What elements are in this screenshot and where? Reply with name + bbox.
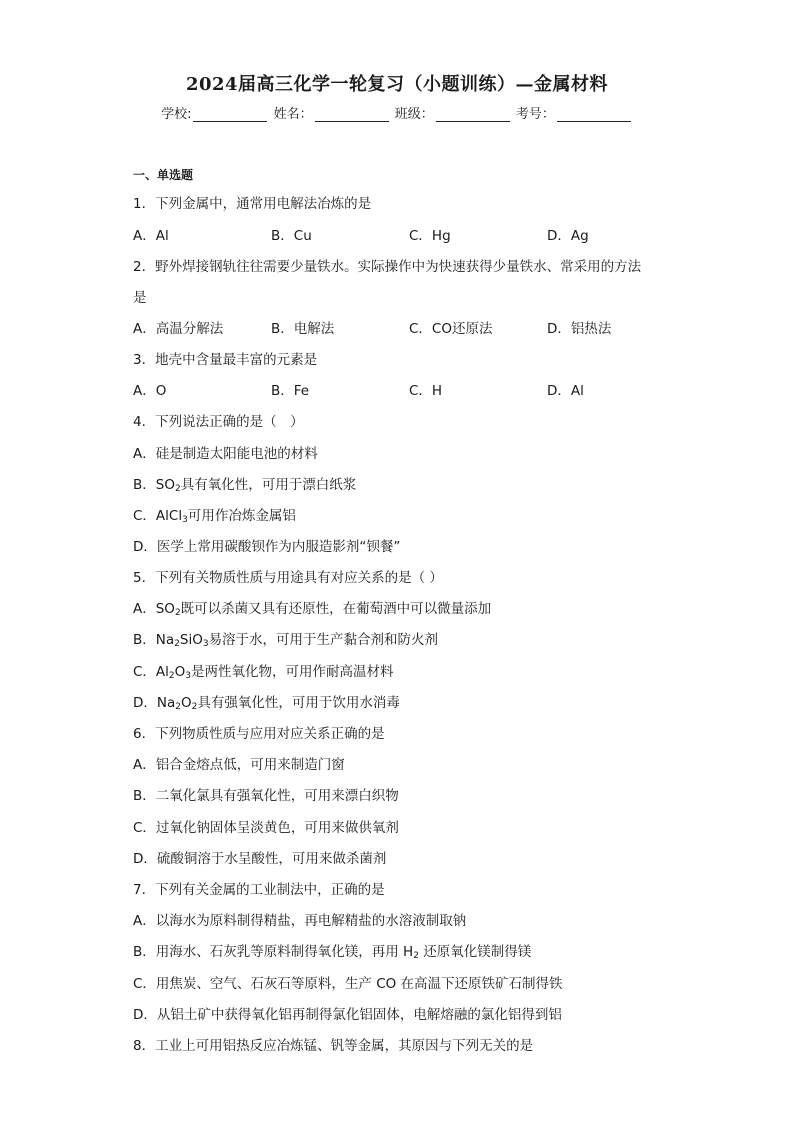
q5-option-a-prefix: A．SO xyxy=(133,601,175,617)
student-info-line xyxy=(0,103,794,122)
school-label: 学校: xyxy=(161,107,192,122)
q4-option-b-prefix: B．SO xyxy=(133,477,175,493)
q4-option-b-text: 具有氧化性，可用于漂白纸浆 xyxy=(180,477,357,493)
q4-option-a[interactable]: A．硅是制造太阳能电池的材料 xyxy=(133,446,318,462)
q1-stem: 1．下列金属中，通常用电解法冶炼的是 xyxy=(133,196,372,212)
q5-option-d-subscript1: 2 xyxy=(175,702,182,712)
q6-option-c[interactable]: C．过氧化钠固体呈淡黄色，可用来做供氧剂 xyxy=(133,820,399,836)
q5-option-b-mid: SiO xyxy=(179,632,203,648)
q7-option-b[interactable] xyxy=(133,940,531,961)
q2-stem-line1: 2．野外焊接钢轨往往需要少量铁水。实际操作中为快速获得少量铁水、常采用的方法 xyxy=(133,259,642,275)
q5-option-c-prefix: C．Al xyxy=(133,664,169,680)
q5-option-c[interactable] xyxy=(133,660,394,681)
class-label: 班级： xyxy=(394,107,434,122)
q5-option-b-subscript2: 3 xyxy=(202,639,209,649)
q3-option-b[interactable]: B．Fe xyxy=(271,383,310,399)
q1-option-d[interactable]: D．Ag xyxy=(547,228,589,244)
q2-option-c[interactable]: C．CO还原法 xyxy=(409,321,493,337)
q7-option-a[interactable]: A．以海水为原料制得精盐，再电解精盐的水溶液制取钠 xyxy=(133,913,467,929)
q7-option-c[interactable]: C．用焦炭、空气、石灰石等原料，生产 CO 在高温下还原铁矿石制得铁 xyxy=(133,976,563,992)
q3-option-a[interactable]: A．O xyxy=(133,383,167,399)
page-title: 2024届高三化学一轮复习（小题训练）—金属材料 xyxy=(185,74,609,95)
q1-option-a[interactable]: A．Al xyxy=(133,228,169,244)
q7-option-b-subscript: 2 xyxy=(413,951,419,961)
q6-option-a[interactable]: A．铝合金熔点低，可用来制造门窗 xyxy=(133,757,345,773)
q1-option-c[interactable]: C．Hg xyxy=(409,228,451,244)
name-label: 姓名： xyxy=(273,107,313,122)
q7-option-b-text: 还原氧化镁制得镁 xyxy=(418,944,532,960)
q7-option-d[interactable]: D．从铝土矿中获得氧化铝再制得氯化铝固体，电解熔融的氯化铝得到铝 xyxy=(133,1007,562,1023)
q5-option-d-mid: O xyxy=(181,695,192,711)
number-blank[interactable] xyxy=(557,107,631,122)
q5-option-a-text: 既可以杀菌又具有还原性，在葡萄酒中可以微量添加 xyxy=(180,601,492,617)
q5-option-c-text: 是两性氧化物，可用作耐高温材料 xyxy=(191,664,394,680)
q5-option-b[interactable] xyxy=(133,628,438,649)
q6-option-d[interactable]: D．硫酸铜溶于水呈酸性，可用来做杀菌剂 xyxy=(133,851,387,867)
q3-stem: 3．地壳中含量最丰富的元素是 xyxy=(133,352,318,368)
q5-option-d-subscript2: 2 xyxy=(191,702,198,712)
q6-stem: 6．下列物质性质与应用对应关系正确的是 xyxy=(133,726,385,742)
q4-stem: 4．下列说法正确的是（ ） xyxy=(133,414,304,430)
school-blank[interactable] xyxy=(193,107,267,122)
q5-option-a-subscript: 2 xyxy=(174,608,181,618)
q2-options xyxy=(133,317,693,337)
q1-options xyxy=(133,224,693,244)
number-label: 考号： xyxy=(515,107,555,122)
q5-option-d-text: 具有强氧化性，可用于饮用水消毒 xyxy=(197,695,400,711)
q5-option-c-subscript1: 2 xyxy=(168,671,175,681)
q8-stem: 8．工业上可用铝热反应冶炼锰、钒等金属，其原因与下列无关的是 xyxy=(133,1038,534,1054)
q4-option-b-subscript: 2 xyxy=(174,484,181,494)
section-heading: 一、单选题 xyxy=(133,168,194,182)
q5-option-d-prefix: D．Na xyxy=(133,695,176,711)
q3-option-d[interactable]: D．Al xyxy=(547,383,584,399)
q2-option-d[interactable]: D．铝热法 xyxy=(547,321,612,337)
q4-option-c-prefix: C．AlCl xyxy=(133,508,183,524)
class-blank[interactable] xyxy=(436,107,510,122)
q5-option-c-subscript2: 3 xyxy=(185,671,192,681)
q2-option-b[interactable]: B．电解法 xyxy=(271,321,335,337)
q4-option-b[interactable] xyxy=(133,473,356,494)
name-blank[interactable] xyxy=(315,107,389,122)
q2-stem-line2: 是 xyxy=(133,290,147,306)
q4-option-c-text: 可用作冶炼金属铝 xyxy=(187,508,296,524)
q7-option-b-prefix: B．用海水、石灰乳等原料制得氧化镁，再用 H xyxy=(133,944,414,960)
q5-option-b-subscript1: 2 xyxy=(174,639,180,649)
q7-stem: 7．下列有关金属的工业制法中，正确的是 xyxy=(133,882,385,898)
q4-option-d[interactable]: D．医学上常用碳酸钡作为内服造影剂“钡餐” xyxy=(133,539,401,555)
q3-options xyxy=(133,379,693,399)
q5-option-d[interactable] xyxy=(133,691,400,712)
q5-option-b-prefix: B．Na xyxy=(133,632,175,648)
q5-option-a[interactable] xyxy=(133,597,491,618)
q5-option-c-mid: O xyxy=(174,664,186,680)
q6-option-b[interactable]: B．二氧化氯具有强氧化性，可用来漂白织物 xyxy=(133,788,399,804)
q5-stem: 5．下列有关物质性质与用途具有对应关系的是（ ） xyxy=(133,570,443,586)
q3-option-c[interactable]: C．H xyxy=(409,383,443,399)
q5-option-b-text: 易溶于水，可用于生产黏合剂和防火剂 xyxy=(208,632,439,648)
q4-option-c-subscript: 3 xyxy=(182,515,188,525)
q1-option-b[interactable]: B．Cu xyxy=(271,228,312,244)
q2-option-a[interactable]: A．高温分解法 xyxy=(133,321,224,337)
q4-option-c[interactable] xyxy=(133,504,296,525)
